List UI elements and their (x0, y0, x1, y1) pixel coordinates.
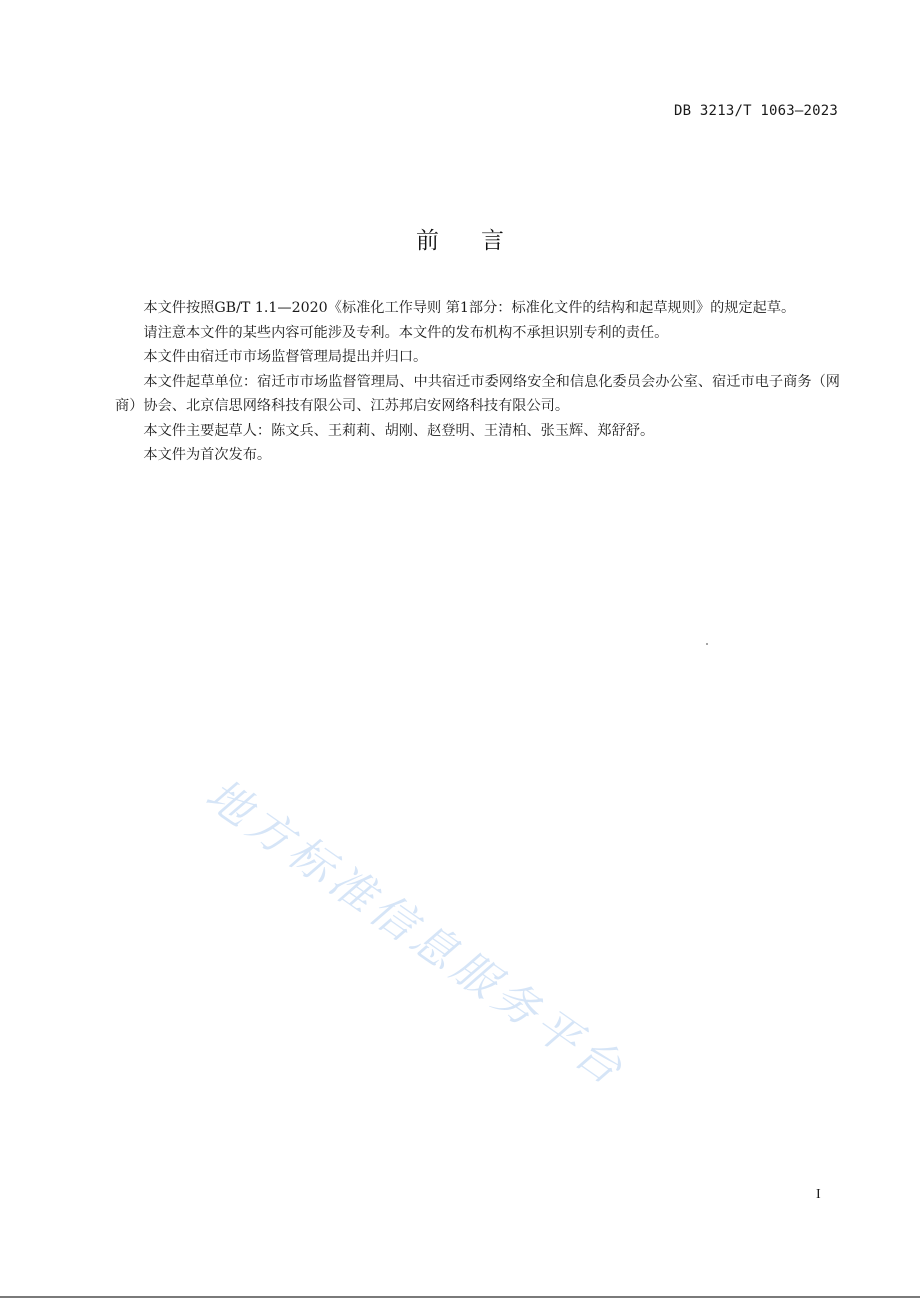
scan-speck (706, 643, 708, 645)
watermark: 地方标准信息服务平台 (196, 769, 636, 1098)
bottom-edge-line (0, 1296, 920, 1298)
foreword-body (115, 296, 840, 468)
paragraph-drafting-rules: 本文件按照GB/T 1.1—2020《标准化工作导则 第1部分：标准化文件的结构和起草规则》的规定起草。 (143, 300, 796, 316)
paragraph-patent-notice: 请注意本文件的某些内容可能涉及专利。本文件的发布机构不承担识别专利的责任。 (143, 324, 669, 341)
paragraph-first-release: 本文件为首次发布。 (143, 447, 272, 463)
paragraph-drafters: 本文件主要起草人：陈文兵、王莉莉、胡刚、赵登明、王清柏、张玉辉、郑舒舒。 (143, 422, 655, 439)
paragraph-drafting-units: 本文件起草单位：宿迁市市场监督管理局、中共宿迁市委网络安全和信息化委员会办公室、宿迁市电子商务（网商）协会、北京信思网络科技有限公司、江苏邦启安网络科技有限公司。 (115, 373, 840, 414)
document-code: DB 3213/T 1063—2023 (674, 103, 838, 119)
page-number: I (816, 1187, 821, 1202)
paragraph-proposer: 本文件由宿迁市市场监督管理局提出并归口。 (143, 349, 428, 365)
section-heading: 前言 (416, 228, 546, 254)
